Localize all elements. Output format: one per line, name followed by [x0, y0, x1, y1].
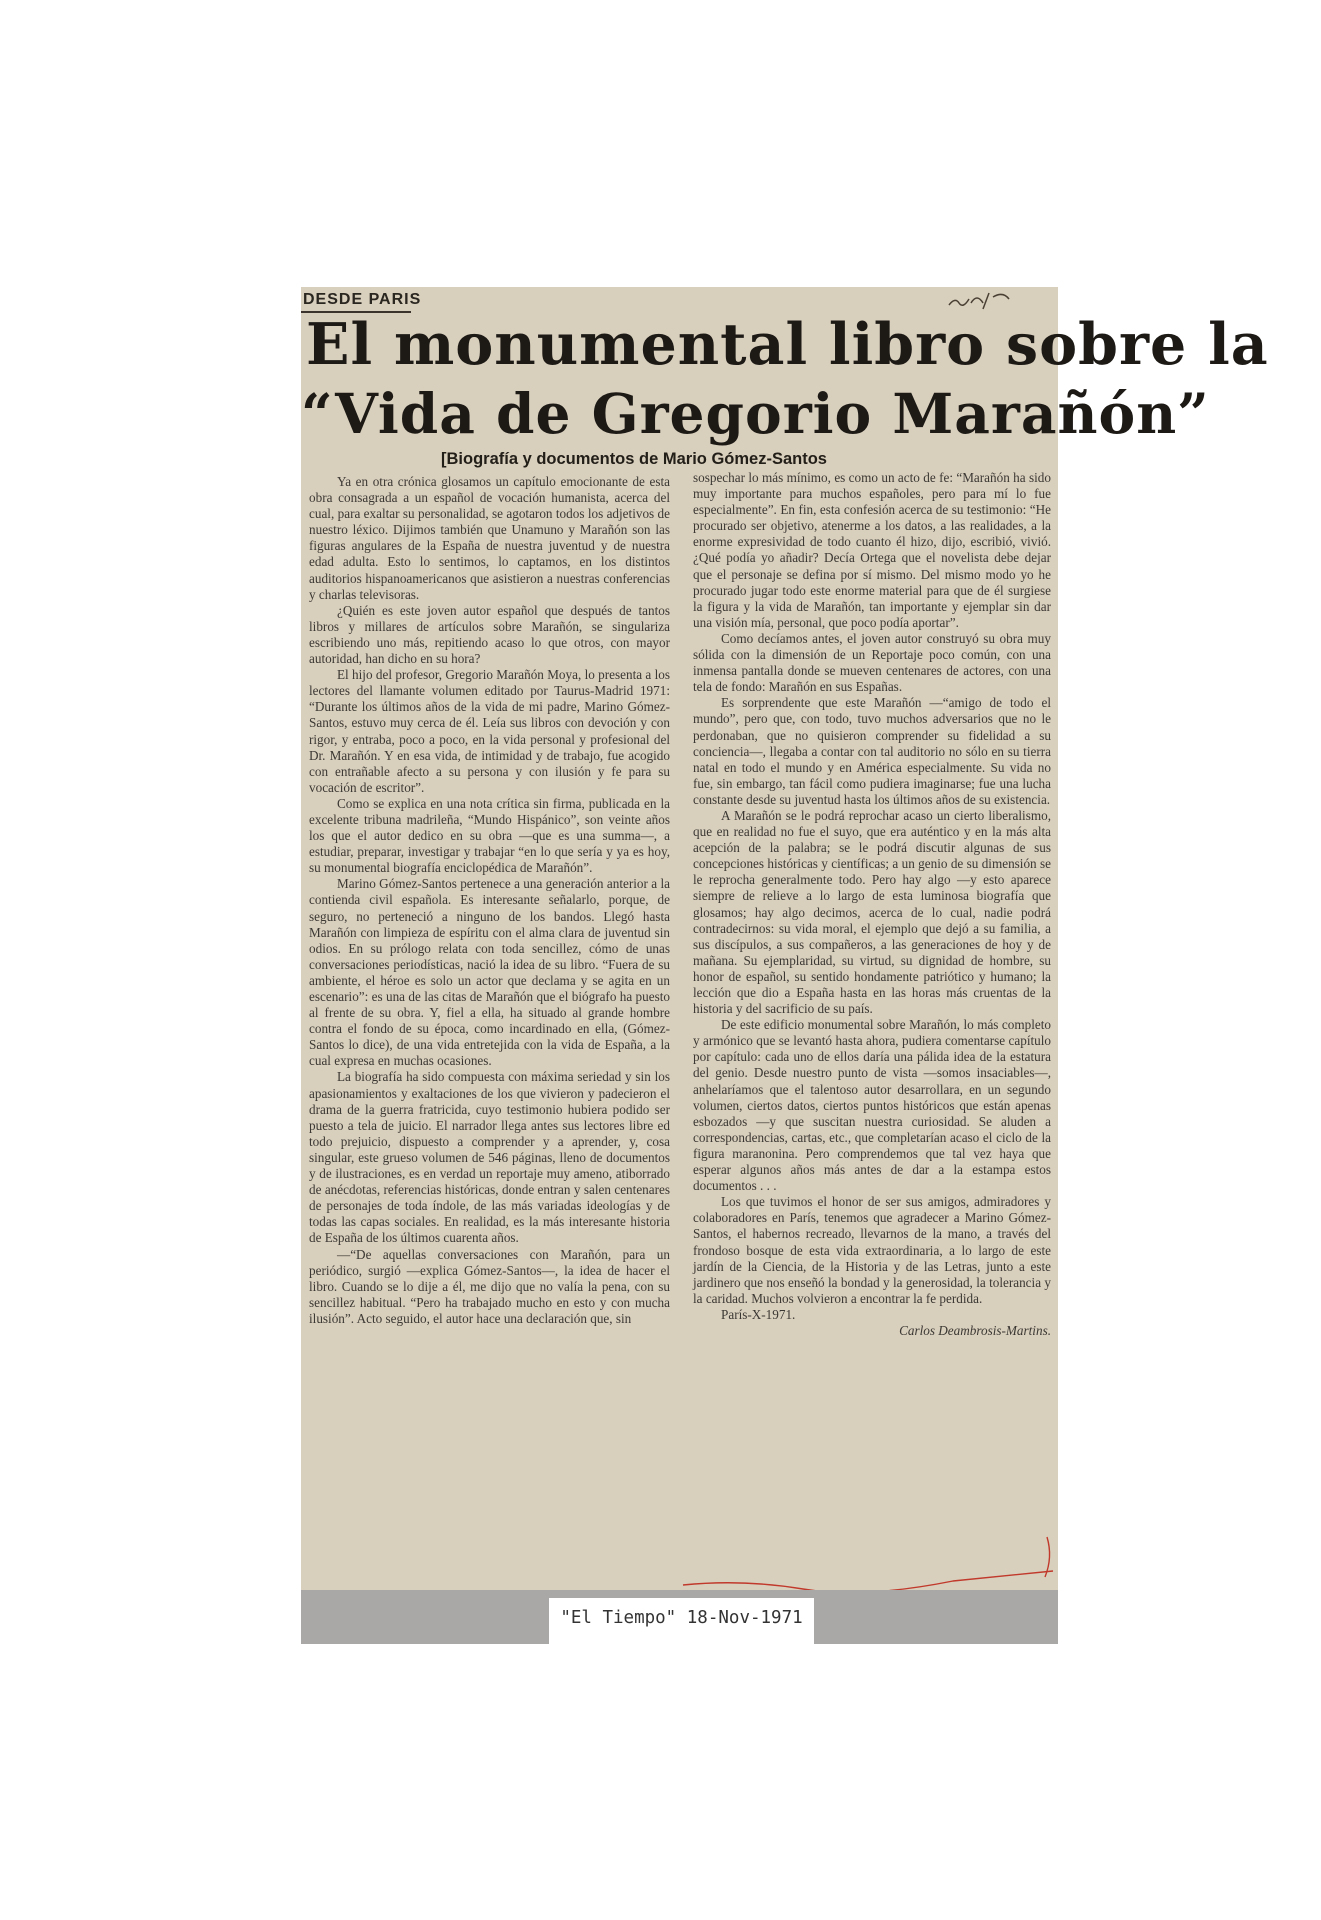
paragraph: A Marañón se le podrá reprochar acaso un cierto liberalismo, que en realidad no fue el suyo, que era auténtico y en la más alta acepción de la palabra; se le podrá discutir algunas de sus concepciones históricas y científicas; a un genio de su dimensión se le reprocha generalmente todo. Pero hay algo —y esto aparece siempre de relieve a lo largo de esta luminosa biografía que glosamos; hay algo decimos, acerca de lo cual, nadie podrá contradecirnos: su vida moral, el ejemplo que dejó a su familia, a sus discípulos, a sus compañeros, a las generaciones de hoy y de mañana. Su ejemplaridad, su virtud, su dignidad de hombre, su honor de español, su sentido hondamente patriótico y humano; la lección que dio a España hasta en las horas más cruentas de la historia y del sacrificio de su país.: [693, 807, 1051, 1017]
paragraph: sospechar lo más mínimo, es como un acto de fe: “Marañón ha sido muy importante para muchos españoles, pero para mí lo fue especialmente”. En fin, esta confesión acerca de su testimonio: “He procurado ser objetivo, atenerme a los datos, a las realidades, a la enorme expresividad de todo cuanto él hizo, dijo, escribió, vivió. ¿Qué podía yo añadir? Decía Ortega que el novelista debe dejar que el personaje se defina por sí mismo. Del mismo modo yo he procurado jugar todo este enorme material para que de él surgiese la figura y la vida de Marañón, tan importante y ejemplar sin dar una visión mía, personal, que poco podía aportar”.: [693, 470, 1051, 630]
author-signature: Carlos Deambrosis-Martins.: [899, 1322, 1051, 1338]
paragraph: Como decíamos antes, el joven autor construyó su obra muy sólida con la dimensión de un Reportaje poco común, con una inmensa pantalla donde se mueven centenares de actores, con una tela de fondo: Marañón en sus Españas.: [693, 630, 1051, 695]
paragraph: De este edificio monumental sobre Marañón, lo más completo y armónico que se levantó hasta ahora, pudiera comentarse capítulo por capítulo: cada uno de ellos daría una pálida idea de la estatura del genio. Desde nuestro punto de vista —somos insaciables—, anhelaríamos que el talentoso autor desarrollara, en un segundo volumen, ciertos datos, ciertos puntos históricos que están apenas esbozados —y que suscitan nuestra curiosidad. Se aluden a correspondencias, cartas, etc., que completarían acaso el ciclo de la figura maranonina. Pero comprendemos que tal vez haya que esperar algunos años más antes de dar a la estampa estos documentos . . .: [693, 1017, 1051, 1194]
paragraph: ¿Quién es este joven autor español que después de tantos libros y millares de artículos sobre Marañón, se singulariza escribiendo uno más, repitiendo acaso lo que otros, con mayor autoridad, han dicho en su hora?: [309, 602, 670, 667]
kicker: DESDE PARIS: [303, 291, 422, 308]
paragraph: Es sorprendente que este Marañón —“amigo de todo el mundo”, pero que, con todo, tuvo muchos adversarios que no le perdonaban, que no quisieron comprender su fidelidad a su conciencia—, llegaba a contar con tal auditorio no sólo en su tierra natal en todo el mundo y en América especialmente. Su vida no fue, sin embargo, tan fácil como pudiera imaginarse; fue una lucha constante desde su juventud hasta los últimos años de su existencia.: [693, 695, 1051, 807]
paragraph: Marino Gómez-Santos pertenece a una generación anterior a la contienda civil española. Es interesante señalarlo, porque, de seguro, no perteneció a ninguno de los bandos. Llegó hasta Marañón con limpieza de espíritu con el alma clara de juventud sin odios. En su prólogo relata con toda sencillez, cómo de unas conversaciones periodísticas, nació la idea de su libro. “Fuera de su ambiente, el héroe es solo un actor que declama y se agita en un escenario”: es una de las citas de Marañón que el biógrafo ha puesto al frente de su obra. Y, fiel a ella, ha situado al grande hombre contra el fondo de su época, como incardinado en ella, (Gómez-Santos lo dice), de una vida entretejida con la vida de España, a la cual expresa en muchas ocasiones.: [309, 876, 670, 1069]
headline-line-2: “Vida de Gregorio Marañón”: [301, 381, 1210, 446]
paragraph: La biografía ha sido compuesta con máxima seriedad y sin los apasionamientos y exaltaciones de los que vivieron y padecieron el drama de la guerra fratricida, cuyo testimonio hubiera podido ser puesto a tela de juicio. El narrador llega antes sus lectores libre ed todo prejuicio, dispuesto a comprender y a aprender, y, cosa singular, este grueso volumen de 546 páginas, lleno de documentos y de ilustraciones, es en verdad un reportaje muy ameno, atiborrado de anécdotas, referencias históricas, donde entran y salen centenares de personajes de toda índole, de las más variadas ideologías y de todas las capas sociales. En realidad, es la más interesante historia de España de los últimos cuarenta años.: [309, 1069, 670, 1246]
article-column-left: [309, 474, 670, 1327]
article-column-right: [693, 470, 1051, 1339]
red-annotation-icon: [681, 1527, 1058, 1597]
paragraph: El hijo del profesor, Gregorio Marañón Moya, lo presenta a los lectores del llamante volumen editado por Taurus-Madrid 1971: “Durante los últimos años de la vida de mi padre, Marino Gómez-Santos, estuvo muy cerca de él. Leía sus libros con devoción y con rigor, y entraba, poco a poco, en la vida personal y profesional del Dr. Marañón. Y en esa vida, de intimidad y de trabajo, fue acogido con entrañable afecto a su persona y con ilusión y fe para su vocación de escritor”.: [309, 667, 670, 795]
paragraph: Como se explica en una nota crítica sin firma, publicada en la excelente tribuna madrileña, “Mundo Hispánico”, son veinte años los que el autor dedico en su obra —que es una summa—, a estudiar, preparar, investigar y trabajar “en lo que sería y ya es hoy, su monumental biografía enciclopédica de Marañón”.: [309, 795, 670, 876]
newspaper-clipping: [301, 287, 1269, 1644]
paragraph: Ya en otra crónica glosamos un capítulo emocionante de esta obra consagrada a un español de vocación humanista, acerca del cual, para exaltar su personalidad, se agotaron todos los adjetivos de nuestro léxico. Dijimos también que Unamuno y Marañón son las figuras angulares de la España de nuestra juventud y de nuestra edad adulta. Esto lo sentimos, lo captamos, en los distintos auditorios hispanoamericanos que asistieron a nuestras conferencias y charlas televisoras.: [309, 474, 670, 602]
paragraph: —“De aquellas conversaciones con Marañón, para un periódico, surgió —explica Gómez-Santos—, la idea de hacer el libro. Cuando se lo dije a él, me dijo que no valía la pena, con su sencillez habitual. “Pero ha trabajado mucho en esto y con mucha ilusión”. Acto seguido, el autor hace una declaración que, sin: [309, 1246, 670, 1326]
paragraph: Los que tuvimos el honor de ser sus amigos, admiradores y colaboradores en París, tenemos que agradecer a Marino Gómez-Santos, el habernos recreado, llevarnos de la mano, a través del frondoso bosque de esta vida extraordinaria, a lo largo de este jardín de la Ciencia, de la Historia y de las Letras, junto a este jardinero que nos enseñó la bondad y la generosidad, la tolerancia y la caridad. Muchos volvieron a encontrar la fe perdida.: [693, 1194, 1051, 1306]
dateline: París-X-1971.: [721, 1306, 796, 1322]
subheadline: [Biografía y documentos de Mario Gómez-Santos: [441, 450, 827, 468]
source-label: "El Tiempo" 18-Nov-1971: [549, 1598, 814, 1644]
headline-line-1: El monumental libro sobre la: [306, 311, 1269, 378]
